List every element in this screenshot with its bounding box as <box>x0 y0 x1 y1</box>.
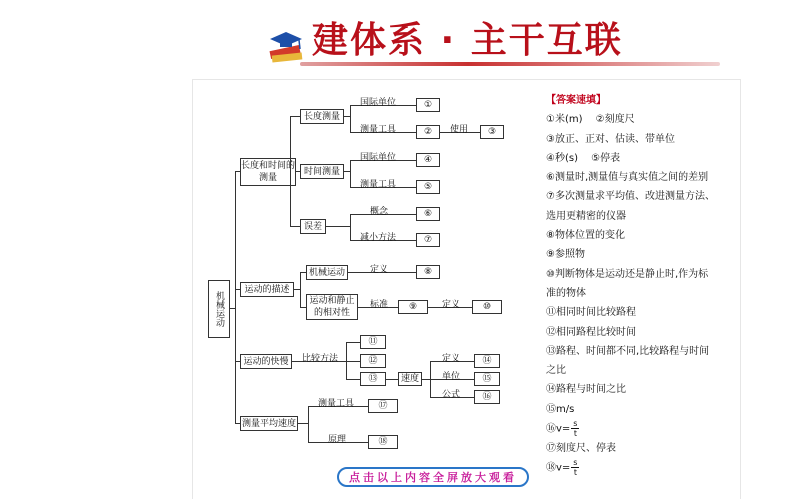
answer-line: ⑱v= $\frac{s}{t}$ <box>546 458 578 478</box>
title-underline <box>300 62 720 66</box>
graduation-books-icon <box>266 28 306 64</box>
answer-line: 准的物体 <box>546 287 586 299</box>
answer-line: ④秒(s) ⑤停表 <box>546 152 621 164</box>
slot-12: ⑫ <box>360 354 386 368</box>
slot-9: ⑨ <box>398 300 428 314</box>
fullscreen-view-button[interactable]: 点击以上内容全屏放大观看 <box>337 467 529 487</box>
slide-header <box>0 0 800 80</box>
answer-title: 【答案速填】 <box>546 95 606 106</box>
answer-line: ⑦多次测量求平均值、改进测量方法、 <box>546 191 715 203</box>
node-error: 误差 <box>300 219 326 234</box>
node-length-measure: 长度测量 <box>300 109 344 124</box>
slot-11: ⑪ <box>360 335 386 349</box>
page-title: 建体系 · 主干互联 <box>312 20 623 61</box>
answer-line: ⑫相同路程比较时间 <box>546 326 636 338</box>
answer-line: ①米(m) ②刻度尺 <box>546 114 635 126</box>
slot-2: ② <box>416 125 440 139</box>
node-speed-motion: 运动的快慢 <box>240 354 292 369</box>
answer-line: ⑯v= $\frac{s}{t}$ <box>546 419 578 439</box>
node-time-measure: 时间测量 <box>300 164 344 179</box>
slot-10: ⑩ <box>472 300 502 314</box>
answer-line: ⑮m/s <box>546 403 575 415</box>
answer-line: ⑭路程与时间之比 <box>546 384 626 396</box>
slot-3: ③ <box>480 125 504 139</box>
answer-line: ⑨参照物 <box>546 249 585 261</box>
node-motion-desc: 运动的描述 <box>240 282 294 297</box>
answer-line: ③放正、正对、估读、带单位 <box>546 133 675 145</box>
answer-line: ⑩判断物体是运动还是静止时,作为标 <box>546 268 709 280</box>
slot-18: ⑱ <box>368 435 398 449</box>
answer-line: ⑥测量时,测量值与真实值之间的差别 <box>546 172 709 184</box>
answer-line: ⑧物体位置的变化 <box>546 230 625 242</box>
node-relative: 运动和静止的相对性 <box>306 294 358 320</box>
slot-15: ⑮ <box>474 372 500 386</box>
answer-line: 选用更精密的仪器 <box>546 210 626 222</box>
node-length-time: 长度和时间的测量 <box>240 158 296 186</box>
node-speed: 速度 <box>398 372 422 386</box>
slot-13: ⑬ <box>360 372 386 386</box>
answer-line: 之比 <box>546 365 566 377</box>
slot-1: ① <box>416 98 440 112</box>
slot-4: ④ <box>416 153 440 167</box>
node-root: 机械运动 <box>208 280 230 338</box>
fraction: $\frac{s}{t}$ <box>573 458 578 478</box>
slot-8: ⑧ <box>416 265 440 279</box>
answer-line: ⑬路程、时间都不同,比较路程与时间 <box>546 345 710 357</box>
slot-5: ⑤ <box>416 180 440 194</box>
slot-6: ⑥ <box>416 207 440 221</box>
answer-line: ⑪相同时间比较路程 <box>546 307 636 319</box>
answer-list <box>546 91 736 478</box>
slot-17: ⑰ <box>368 399 398 413</box>
slot-16: ⑯ <box>474 390 500 404</box>
slot-14: ⑭ <box>474 354 500 368</box>
fraction: $\frac{s}{t}$ <box>573 419 578 439</box>
node-mech-motion: 机械运动 <box>306 265 348 280</box>
node-avg-speed: 测量平均速度 <box>240 416 298 431</box>
answer-line: ⑰刻度尺、停表 <box>546 442 616 454</box>
slot-7: ⑦ <box>416 233 440 247</box>
